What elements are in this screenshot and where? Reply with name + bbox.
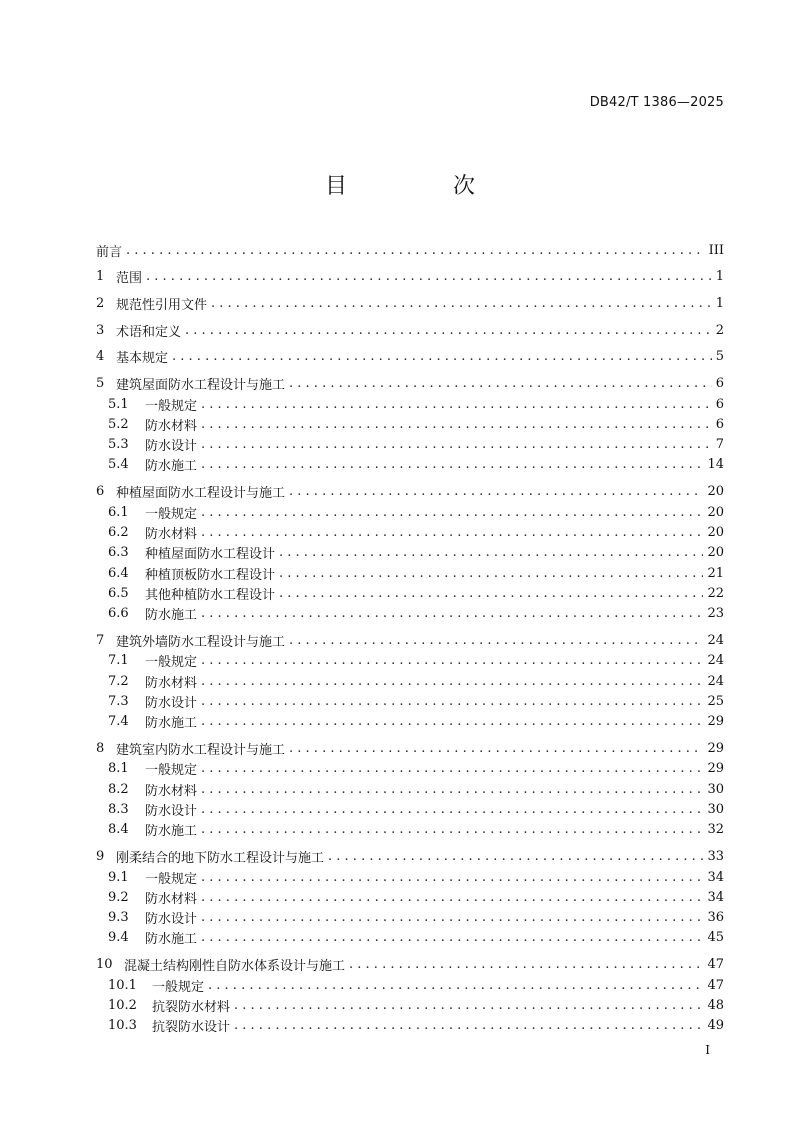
toc-entry-label: 防水施工 xyxy=(145,608,198,624)
toc-entry-page: 24 xyxy=(707,653,724,669)
toc-entry-page: 34 xyxy=(707,869,724,885)
toc-entry-number: 1 xyxy=(96,269,105,285)
toc-leader-dots xyxy=(201,761,703,776)
toc-entry-label: 刚柔结合的地下防水工程设计与施工 xyxy=(116,851,325,866)
toc-entry-page: 20 xyxy=(707,524,724,540)
toc-entry-label: 防水材料 xyxy=(145,891,198,907)
toc-leader-dots xyxy=(328,849,703,864)
toc-entry[interactable] xyxy=(96,502,724,522)
toc-entry-label: 一般规定 xyxy=(145,763,198,779)
toc-entry[interactable] xyxy=(96,482,724,502)
footer-page-number: I xyxy=(705,1043,710,1057)
toc-entry-page: 45 xyxy=(707,930,724,946)
toc-entry-label: 防水材料 xyxy=(145,675,198,691)
toc-entry-label: 防水材料 xyxy=(145,783,198,799)
toc-leader-dots xyxy=(201,457,703,472)
toc-entry-label: 防水设计 xyxy=(145,912,198,928)
toc-leader-dots xyxy=(234,1018,703,1033)
toc-entry-page: 34 xyxy=(707,889,724,905)
toc-entry[interactable] xyxy=(96,955,724,975)
toc-leader-dots xyxy=(201,606,703,621)
toc-leader-dots xyxy=(211,296,712,311)
toc-entry-page: 6 xyxy=(715,376,724,391)
toc-entry-label: 防水材料 xyxy=(145,418,198,434)
toc-entry[interactable] xyxy=(96,240,724,260)
toc-entry-page: 24 xyxy=(707,673,724,689)
toc-leader-dots xyxy=(279,566,703,581)
toc-leader-dots xyxy=(201,910,703,925)
toc-entry-label: 防水材料 xyxy=(145,526,198,542)
toc-entry-label: 建筑屋面防水工程设计与施工 xyxy=(116,378,286,393)
toc-entry-number: 10.3 xyxy=(108,1018,137,1034)
toc-leader-dots xyxy=(201,930,703,945)
toc-leader-dots xyxy=(126,243,705,258)
toc-leader-dots xyxy=(208,978,703,993)
toc-entry-page: 47 xyxy=(707,957,724,973)
toc-entry-page: 29 xyxy=(707,714,724,730)
toc-entry-page: 30 xyxy=(707,781,724,797)
toc-entry-number: 5.4 xyxy=(108,457,129,473)
toc-entry-label: 一般规定 xyxy=(152,979,205,995)
toc-entry-page: 6 xyxy=(715,396,724,412)
toc-entry-page: 48 xyxy=(707,997,724,1013)
toc-entry[interactable] xyxy=(96,712,724,732)
toc-leader-dots xyxy=(201,802,703,817)
toc-leader-dots xyxy=(289,741,703,756)
toc-entry[interactable] xyxy=(96,847,724,867)
toc-entry-label: 抗裂防水材料 xyxy=(152,999,231,1015)
toc-leader-dots xyxy=(201,505,703,520)
toc-entry-number: 7.1 xyxy=(108,653,129,669)
toc-leader-dots xyxy=(289,376,712,391)
toc-leader-dots xyxy=(201,653,703,668)
toc-entry[interactable] xyxy=(96,320,724,340)
toc-entry-number: 10.2 xyxy=(108,997,137,1013)
toc-entry-label: 范围 xyxy=(116,271,143,287)
page-title: 目 次 xyxy=(324,174,517,199)
toc-leader-dots xyxy=(349,957,703,972)
toc-entry-page: 29 xyxy=(707,740,724,756)
toc-entry-number: 7 xyxy=(96,632,105,648)
toc-entry-number: 7.3 xyxy=(108,693,129,709)
toc-entry-page: 14 xyxy=(707,457,724,473)
toc-entry-number: 2 xyxy=(96,295,105,311)
toc-leader-dots xyxy=(201,782,703,797)
toc-entry-number: 9.3 xyxy=(108,910,129,926)
toc-entry[interactable] xyxy=(96,1016,724,1036)
toc-entry-number: 9.2 xyxy=(108,889,129,905)
toc-leader-dots xyxy=(289,484,703,499)
toc-entry-page: 5 xyxy=(715,349,724,365)
toc-entry-page: 2 xyxy=(715,322,724,338)
toc-leader-dots xyxy=(289,633,703,648)
toc-entry-number: 8.4 xyxy=(108,822,129,838)
toc-entry-label: 抗裂防水设计 xyxy=(152,1020,231,1036)
toc-entry-label: 一般规定 xyxy=(145,506,198,522)
toc-entry-label: 防水施工 xyxy=(145,932,198,948)
toc-entry[interactable] xyxy=(96,738,724,758)
toc-entry[interactable] xyxy=(96,759,724,779)
toc-entry-number: 5.1 xyxy=(108,396,129,412)
toc-entry[interactable] xyxy=(96,543,724,563)
toc-entry[interactable] xyxy=(96,651,724,671)
toc-entry-page: 24 xyxy=(707,632,724,648)
toc-entry[interactable] xyxy=(96,394,724,414)
toc-entry-label: 种植顶板防水工程设计 xyxy=(145,567,276,583)
toc-entry-page: 25 xyxy=(707,693,724,709)
toc-entry[interactable] xyxy=(96,820,724,840)
toc-entry-number: 9 xyxy=(96,849,105,864)
toc-entry-number: 5.2 xyxy=(108,416,129,432)
toc-entry[interactable] xyxy=(96,995,724,1015)
toc-entry[interactable] xyxy=(96,630,724,650)
toc-entry-number: 9.1 xyxy=(108,869,129,885)
toc-entry[interactable] xyxy=(96,293,724,313)
toc-entry-number: 5.3 xyxy=(108,437,129,453)
toc-entry-number: 8.2 xyxy=(108,781,129,797)
toc-entry-label: 防水设计 xyxy=(145,695,198,711)
toc-entry-number: 3 xyxy=(96,322,105,338)
toc-entry-page: 33 xyxy=(707,849,724,864)
toc-entry-label: 一般规定 xyxy=(145,655,198,671)
toc-entry-page: 30 xyxy=(707,802,724,817)
toc-entry[interactable] xyxy=(96,563,724,583)
toc-entry-page: III xyxy=(708,242,724,258)
toc-leader-dots xyxy=(201,437,712,452)
toc-entry-number: 8 xyxy=(96,740,105,756)
toc-entry-number: 4 xyxy=(96,349,105,365)
toc-entry-label: 种植屋面防水工程设计与施工 xyxy=(116,486,286,502)
toc-entry-label: 其他种植防水工程设计 xyxy=(145,587,276,603)
toc-entry-label: 术语和定义 xyxy=(116,324,182,340)
toc-entry[interactable] xyxy=(96,691,724,711)
toc-entry-page: 49 xyxy=(707,1018,724,1034)
toc-entry-label: 建筑外墙防水工程设计与施工 xyxy=(116,634,286,650)
toc-entry-number: 8.1 xyxy=(108,761,129,777)
toc-leader-dots xyxy=(172,349,712,364)
toc-entry-label: 防水施工 xyxy=(145,716,198,732)
toc-entry-number: 6.2 xyxy=(108,524,129,540)
toc-entry-label: 规范性引用文件 xyxy=(116,297,208,313)
toc-entry-number: 7.4 xyxy=(108,714,129,730)
toc-entry[interactable] xyxy=(96,887,724,907)
toc-leader-dots xyxy=(201,525,703,540)
toc-entry-label: 防水设计 xyxy=(145,804,198,819)
toc-entry[interactable] xyxy=(96,583,724,603)
toc-entry-label: 混凝土结构刚性自防水体系设计与施工 xyxy=(124,959,346,975)
toc-entry-page: 20 xyxy=(707,484,724,500)
toc-entry-number: 6.3 xyxy=(108,545,129,561)
toc-entry-page: 47 xyxy=(707,977,724,993)
toc-entry-number: 6.1 xyxy=(108,504,129,520)
toc-entry-page: 29 xyxy=(707,761,724,777)
toc-leader-dots xyxy=(201,417,712,432)
document-code: DB42/T 1386—2025 xyxy=(589,95,724,110)
toc-leader-dots xyxy=(279,545,703,560)
toc-entry-page: 20 xyxy=(707,545,724,561)
toc-entry-number: 6 xyxy=(96,484,105,500)
toc-entry-number: 6.4 xyxy=(108,565,129,581)
toc-entry-number: 5 xyxy=(96,376,105,391)
toc-entry[interactable] xyxy=(96,928,724,948)
toc-entry-label: 防水施工 xyxy=(145,824,198,840)
toc-entry[interactable] xyxy=(96,455,724,475)
toc-entry[interactable] xyxy=(96,800,724,820)
toc-entry-page: 20 xyxy=(707,504,724,520)
toc-entry-page: 23 xyxy=(707,606,724,622)
toc-entry[interactable] xyxy=(96,671,724,691)
toc-leader-dots xyxy=(201,714,703,729)
toc-entry-label: 一般规定 xyxy=(145,398,198,414)
toc-entry[interactable] xyxy=(96,267,724,287)
toc-entry-number: 7.2 xyxy=(108,673,129,689)
toc-entry-page: 1 xyxy=(715,269,724,285)
toc-entry[interactable] xyxy=(96,975,724,995)
toc-entry-number: 6.5 xyxy=(108,585,129,601)
toc-entry[interactable] xyxy=(96,908,724,928)
toc-leader-dots xyxy=(279,586,703,601)
toc-leader-dots xyxy=(201,822,703,837)
toc-entry-page: 22 xyxy=(707,585,724,601)
toc-entry[interactable] xyxy=(96,347,724,367)
toc-entry-label: 防水施工 xyxy=(145,459,198,475)
toc-entry-page: 6 xyxy=(715,416,724,432)
toc-entry-label: 一般规定 xyxy=(145,871,198,887)
toc-entry-number: 10.1 xyxy=(108,977,137,993)
toc-entry-label: 防水设计 xyxy=(145,439,198,455)
toc-entry-number: 10 xyxy=(96,957,113,973)
toc-entry-page: 7 xyxy=(715,437,724,453)
toc-entry-page: 36 xyxy=(707,910,724,926)
toc-leader-dots xyxy=(234,998,703,1013)
toc-entry[interactable] xyxy=(96,779,724,799)
toc-entry[interactable] xyxy=(96,522,724,542)
toc-entry-page: 1 xyxy=(715,295,724,311)
toc-entry[interactable] xyxy=(96,867,724,887)
toc-entry-label: 建筑室内防水工程设计与施工 xyxy=(116,742,286,758)
toc-leader-dots xyxy=(201,870,703,885)
toc-leader-dots xyxy=(201,674,703,689)
toc-entry-number: 6.6 xyxy=(108,606,129,622)
toc-entry[interactable] xyxy=(96,435,724,455)
toc-entry-number: 9.4 xyxy=(108,930,129,946)
toc-entry-page: 21 xyxy=(707,565,724,581)
toc-entry-label: 基本规定 xyxy=(116,351,169,367)
toc-leader-dots xyxy=(201,397,712,412)
toc-entry-page: 32 xyxy=(707,822,724,838)
toc-entry[interactable] xyxy=(96,374,724,394)
toc-leader-dots xyxy=(146,269,712,284)
toc-leader-dots xyxy=(201,694,703,709)
toc-entry[interactable] xyxy=(96,414,724,434)
toc-entry-number: 8.3 xyxy=(108,802,129,817)
toc-entry-label: 种植屋面防水工程设计 xyxy=(145,547,276,563)
toc-leader-dots xyxy=(201,890,703,905)
toc-entry-label: 前言 xyxy=(96,244,123,260)
toc-entry[interactable] xyxy=(96,604,724,624)
toc-leader-dots xyxy=(185,323,712,338)
